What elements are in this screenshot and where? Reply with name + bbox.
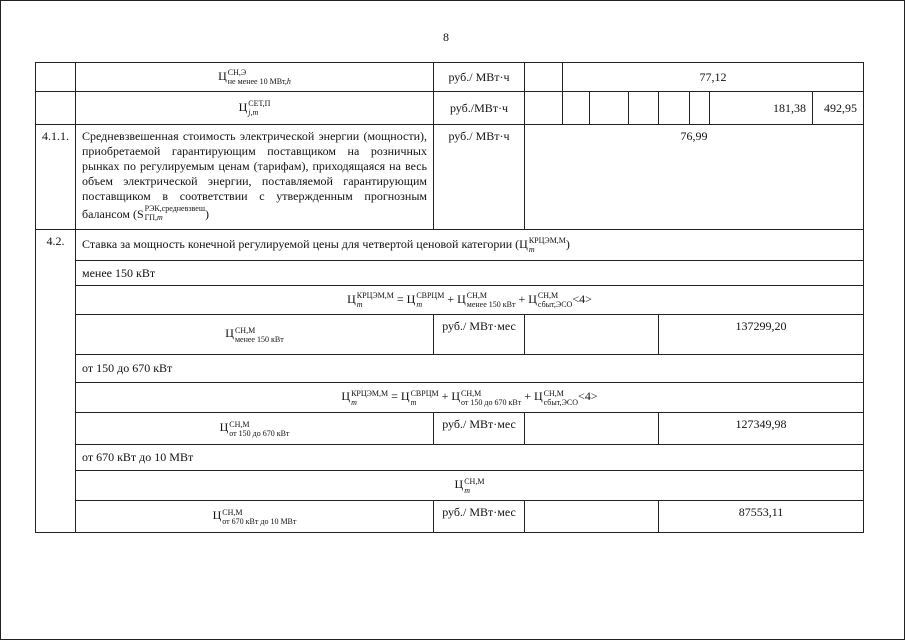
unit-cell: руб./ МВт·мес (434, 501, 525, 533)
unit-cell: руб./ МВт·ч (434, 125, 525, 230)
table-row (36, 383, 864, 413)
table-row (36, 445, 864, 471)
unit-cell: руб./МВт·ч (434, 92, 525, 125)
table-row (36, 501, 864, 533)
unit-cell: руб./ МВт·мес (434, 413, 525, 445)
table-row (36, 261, 864, 286)
page-number: 8 (443, 30, 449, 44)
table-row (36, 230, 864, 261)
value-cell: 76,99 (525, 125, 864, 230)
formula: Ц СН,М m (76, 471, 864, 501)
unit-cell: руб./ МВт·ч (434, 63, 525, 92)
formula-symbol: Ц СН,М от 670 кВт до 10 МВт (76, 501, 434, 533)
formula: Ц КРЦЭМ,М m = Ц СВРЦМ m + Ц СН,М менее 150 кВт + Ц СН,М сбыт,ЭСО <4> (76, 286, 864, 315)
value-cell: 127349,98 (659, 413, 864, 445)
group-heading: от 150 до 670 кВт (76, 355, 864, 383)
formula: Ц КРЦЭМ,М m = Ц СВРЦМ m + Ц СН,М от 150 до 670 кВт + Ц СН,М сбыт,ЭСО <4> (76, 383, 864, 413)
table-row (36, 125, 864, 230)
formula-symbol: Ц СН,М от 150 до 670 кВт (76, 413, 434, 445)
value-cell: 492,95 (813, 92, 864, 125)
formula-symbol: Ц СЕТ,П j,m (76, 92, 434, 125)
section-heading: Ставка за мощность конечной регулируемой цены для четвертой ценовой категории (Ц КРЦЭМ,М m ) (76, 230, 864, 261)
table-row (36, 355, 864, 383)
table-row (36, 413, 864, 445)
table-row (36, 286, 864, 315)
row-number: 4.2. (36, 230, 76, 533)
table-row (36, 63, 864, 92)
group-heading: от 670 кВт до 10 МВт (76, 445, 864, 471)
row-number: 4.1.1. (36, 125, 76, 230)
row-description: Средневзвешенная стоимость электрической энергии (мощности), приобретаемой гарантирующим поставщиком на розничных рынках по регулируемым ценам (тарифам), приходящаяся на весь объем электрической энергии, поставляемой гарантирующим поставщиком в соответствии с утвержденным прогнозным балансом (S РЭК,средневзвеш ГП,m ) (76, 125, 434, 230)
table-row (36, 315, 864, 355)
row-number (36, 92, 76, 125)
row-number (36, 63, 76, 92)
unit-cell: руб./ МВт·мес (434, 315, 525, 355)
group-heading: менее 150 кВт (76, 261, 864, 286)
table-row (36, 471, 864, 501)
formula-symbol: Ц СН,М менее 150 кВт (76, 315, 434, 355)
value-cell: 181,38 (710, 92, 813, 125)
table-row (36, 92, 864, 125)
value-cell: 87553,11 (659, 501, 864, 533)
formula-symbol: Ц СН,Э не менее 10 МВт,h (76, 63, 434, 92)
tariff-table (35, 62, 864, 533)
value-cell: 77,12 (563, 63, 864, 92)
value-cell: 137299,20 (659, 315, 864, 355)
